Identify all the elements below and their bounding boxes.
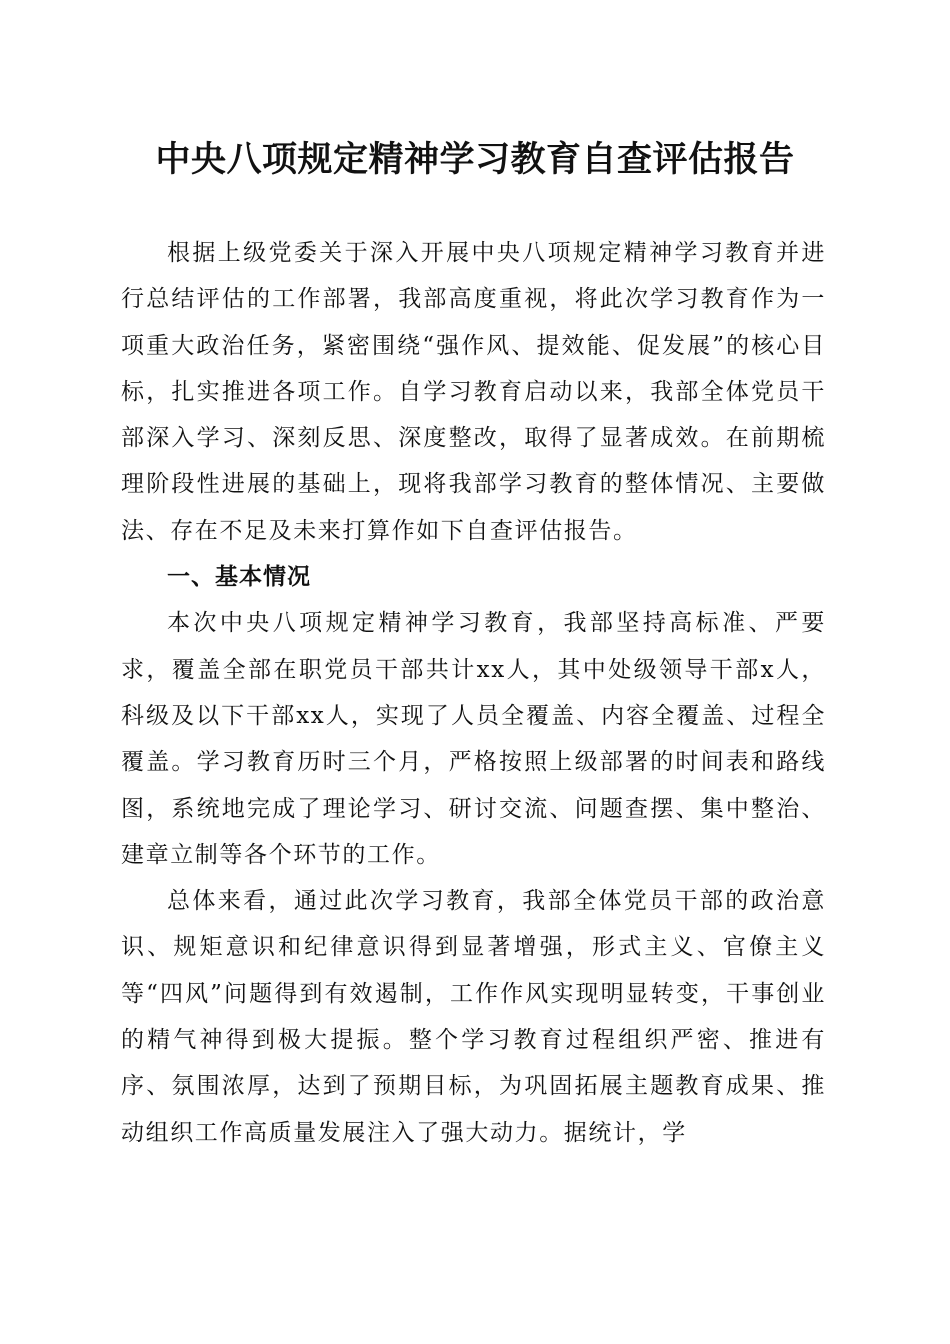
section1-paragraph-2: 总体来看，通过此次学习教育，我部全体党员干部的政治意识、规矩意识和纪律意识得到显著增强，形式主义、官僚主义等“四风”问题得到有效遏制，工作作风实现明显转变，干事创业的精气神得到极大提振。整个学习教育过程组织严密、推进有序、氛围浓厚，达到了预期目标，为巩固拓展主题教育成果、推动组织工作高质量发展注入了强大动力。据统计，学 bbox=[121, 888, 826, 1146]
document-title: 中央八项规定精神学习教育自查评估报告 bbox=[155, 139, 795, 180]
intro-paragraph: 根据上级党委关于深入开展中央八项规定精神学习教育并进行总结评估的工作部署，我部高度重视，将此次学习教育作为一项重大政治任务，紧密围绕“强作风、提效能、促发展”的核心目标，扎实推进各项工作。自学习教育启动以来，我部全体党员干部深入学习、深刻反思、深度整改，取得了显著成效。在前期梳理阶段性进展的基础上，现将我部学习教育的整体情况、主要做法、存在不足及未来打算作如下自查评估报告。 bbox=[121, 240, 826, 544]
section-heading-basic-situation: 一、基本情况 bbox=[167, 564, 311, 591]
section1-paragraph-1: 本次中央八项规定精神学习教育，我部坚持高标准、严要求，覆盖全部在职党员干部共计xx人，其中处级领导干部x人，科级及以下干部xx人，实现了人员全覆盖、内容全覆盖、过程全覆盖。学习教育历时三个月，严格按照上级部署的时间表和路线图，系统地完成了理论学习、研讨交流、问题查摆、集中整治、建章立制等各个环节的工作。 bbox=[121, 610, 826, 868]
document-body bbox=[121, 230, 826, 1156]
